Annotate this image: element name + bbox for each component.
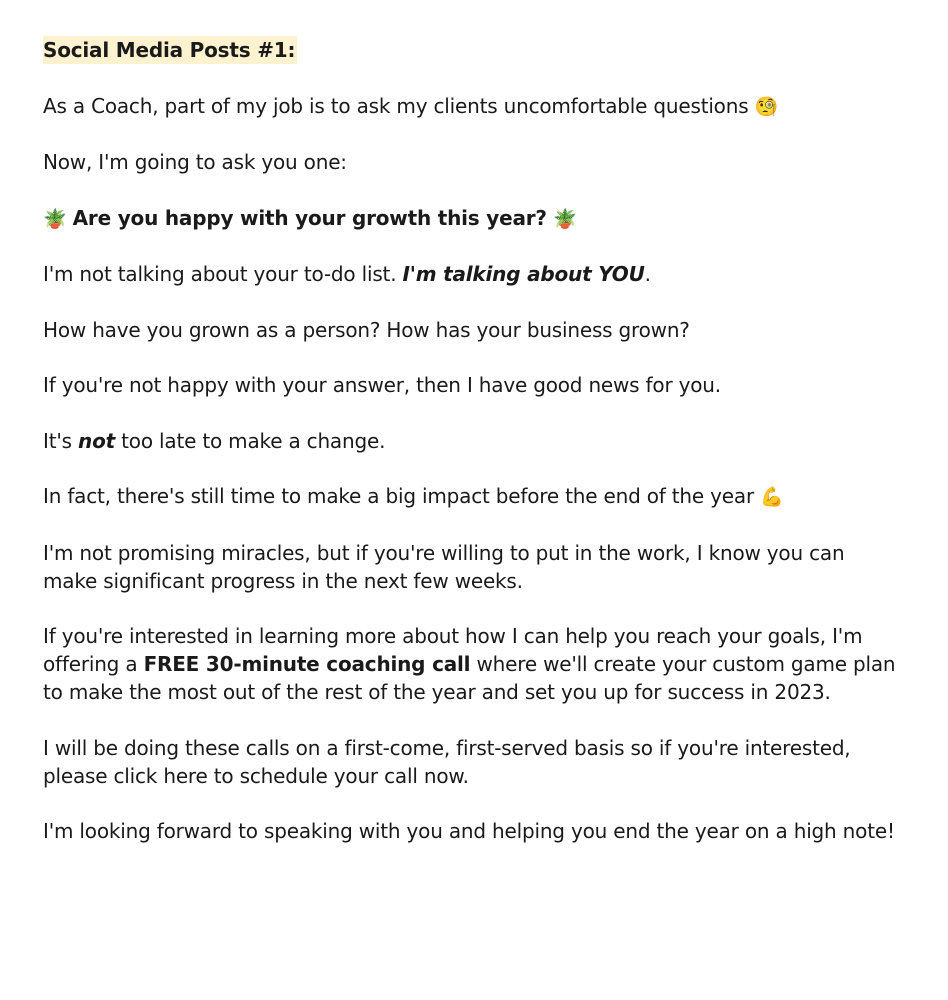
miracles-text: I'm not promising miracles, but if you're willing to put in the work, I know you can make significant progress in the next few weeks.	[43, 540, 845, 593]
paragraph-closing	[43, 817, 903, 845]
paragraph-offer	[43, 622, 903, 706]
paragraph-good-news	[43, 371, 903, 399]
todo-text: I'm not talking about your to-do list.	[43, 262, 397, 286]
paragraph-todo	[43, 260, 903, 288]
paragraph-intro	[43, 92, 903, 121]
talking-about-you: I'm talking about YOU	[402, 262, 645, 286]
offer-after: where we'll create your custom game plan to make the most out of the rest of the year and set you up for success in 2023.	[43, 652, 896, 704]
flexed-biceps-icon: 💪	[760, 486, 784, 508]
closing-text: I'm looking forward to speaking with you and helping you end the year on a high note!	[43, 819, 895, 843]
not-too-late-after: too late to make a change.	[121, 428, 386, 453]
ask-text: Now, I'm going to ask you one:	[43, 150, 347, 174]
not-too-late-before: It's	[43, 428, 72, 453]
paragraph-ask	[43, 148, 903, 176]
offer-before: If you're interested in learning more about how I can help you reach your goals, I'm offering a	[43, 624, 863, 676]
potted-plant-icon: 🪴	[43, 207, 67, 230]
paragraph-question	[43, 204, 903, 233]
schedule-text: I will be doing these calls on a first-come, first-served basis so if you're interested, please click here to schedule your call now.	[43, 735, 851, 788]
growth-question: Are you happy with your growth this year?	[72, 205, 547, 230]
big-impact-text: In fact, there's still time to make a big impact before the end of the year	[43, 484, 754, 508]
good-news-text: If you're not happy with your answer, then I have good news for you.	[43, 373, 721, 397]
paragraph-miracles	[43, 539, 903, 595]
potted-plant-icon: 🪴	[553, 207, 577, 230]
paragraph-schedule	[43, 734, 903, 790]
grown-text: How have you grown as a person? How has your business grown?	[43, 317, 690, 342]
document-body	[43, 36, 903, 873]
free-call-emphasis: FREE 30-minute coaching call	[143, 652, 471, 676]
paragraph-grown	[43, 316, 903, 344]
not-emphasis: not	[78, 428, 115, 453]
todo-end: .	[644, 262, 651, 286]
post-title-paragraph	[43, 36, 903, 64]
intro-text: As a Coach, part of my job is to ask my clients uncomfortable questions	[43, 93, 749, 118]
thinking-face-icon: 🧐	[754, 95, 779, 118]
post-title: Social Media Posts #1:	[43, 38, 296, 62]
paragraph-big-impact	[43, 482, 903, 511]
paragraph-not-too-late	[43, 427, 903, 455]
